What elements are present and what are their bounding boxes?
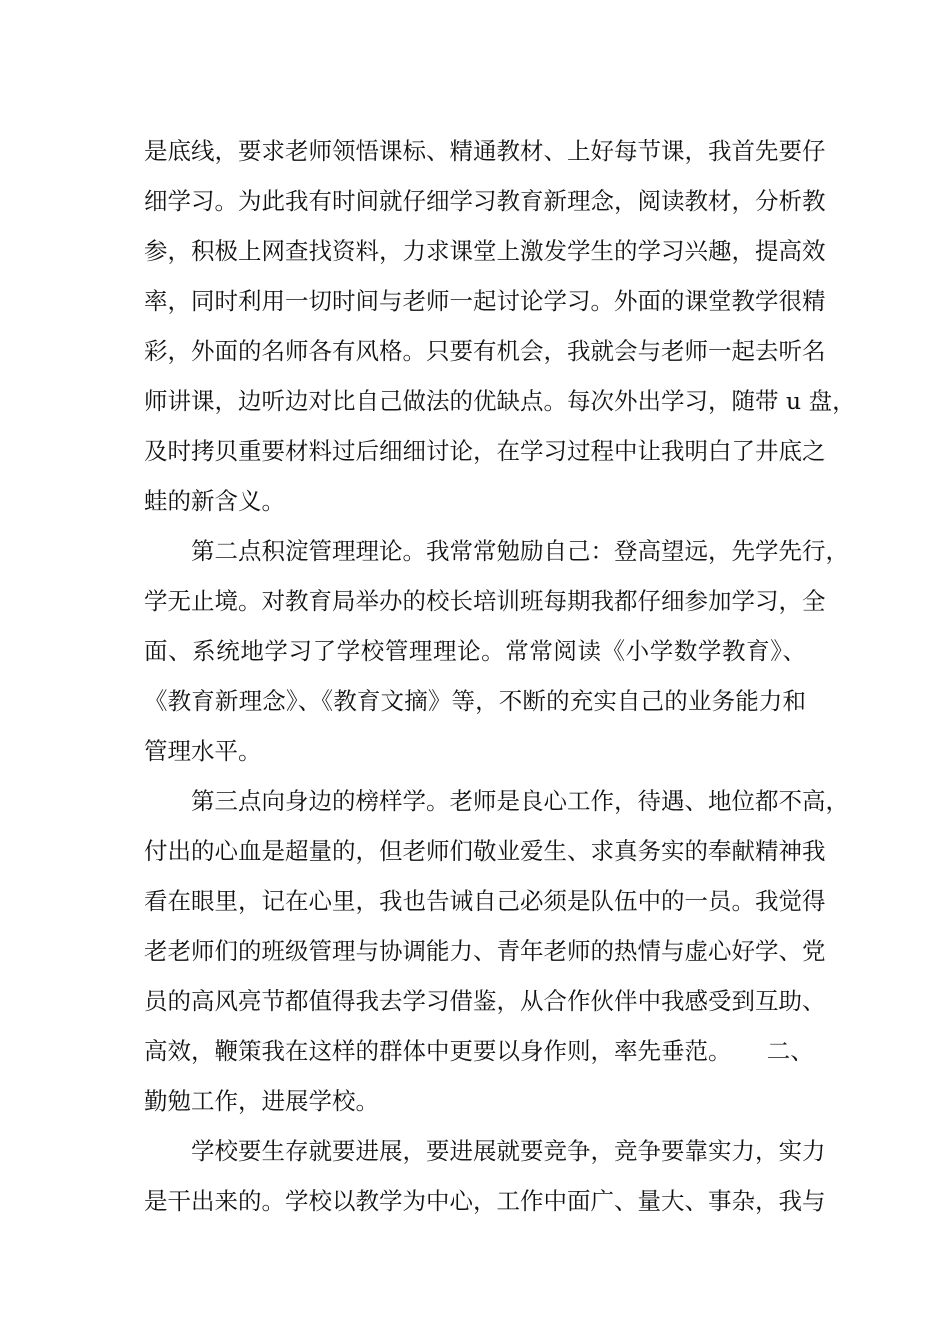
text-line: 高效，鞭策我在这样的群体中更要以身作则，率先垂范。 二、 (144, 1037, 814, 1065)
text-line: 《教育新理念》、《教育文摘》等，不断的充实自己的业务能力和 (144, 687, 806, 715)
text-line: 及时拷贝重要材料过后细细讨论，在学习过程中让我明白了井底之 (144, 437, 826, 465)
text-line: 管理水平。 (144, 737, 262, 765)
text-line: 老老师们的班级管理与协调能力、青年老师的热情与虚心好学、党 (144, 937, 826, 965)
text-line: 看在眼里，记在心里，我也告诫自己必须是队伍中的一员。我觉得 (144, 887, 826, 915)
text-line: 面、系统地学习了学校管理理论。常常阅读《小学数学教育》、 (144, 637, 806, 665)
text-line: 第二点积淀管理理论。我常常勉励自己：登高望远，先学先行， (191, 537, 849, 565)
text-line: 员的高风亮节都值得我去学习借鉴，从合作伙伴中我感受到互助、 (144, 987, 826, 1015)
text-line: 付出的心血是超量的，但老师们敬业爱生、求真务实的奉献精神我 (144, 837, 826, 865)
body-text (144, 126, 856, 1226)
text-line: 蛙的新含义。 (144, 487, 285, 515)
text-line: 学校要生存就要进展，要进展就要竞争，竞争要靠实力，实力 (191, 1137, 826, 1165)
text-line: 第三点向身边的榜样学。老师是良心工作，待遇、地位都不高， (191, 787, 849, 815)
text-line: 参，积极上网查找资料，力求课堂上激发学生的学习兴趣，提高效 (144, 237, 826, 265)
text-line: 是底线，要求老师领悟课标、精通教材、上好每节课，我首先要仔 (144, 137, 826, 165)
text-line: 细学习。为此我有时间就仔细学习教育新理念，阅读教材，分析教 (144, 187, 826, 215)
text-line: 是干出来的。学校以教学为中心，工作中面广、量大、事杂，我与 (144, 1187, 826, 1215)
text-line: 学无止境。对教育局举办的校长培训班每期我都仔细参加学习，全 (144, 587, 826, 615)
text-line: 勤勉工作，进展学校。 (144, 1087, 379, 1115)
text-line: 率，同时利用一切时间与老师一起讨论学习。外面的课堂教学很精 (144, 287, 826, 315)
text-line: 师讲课，边听边对比自己做法的优缺点。每次外出学习，随带 u 盘， (144, 387, 856, 415)
text-line: 彩，外面的名师各有风格。只要有机会，我就会与老师一起去听名 (144, 337, 826, 365)
